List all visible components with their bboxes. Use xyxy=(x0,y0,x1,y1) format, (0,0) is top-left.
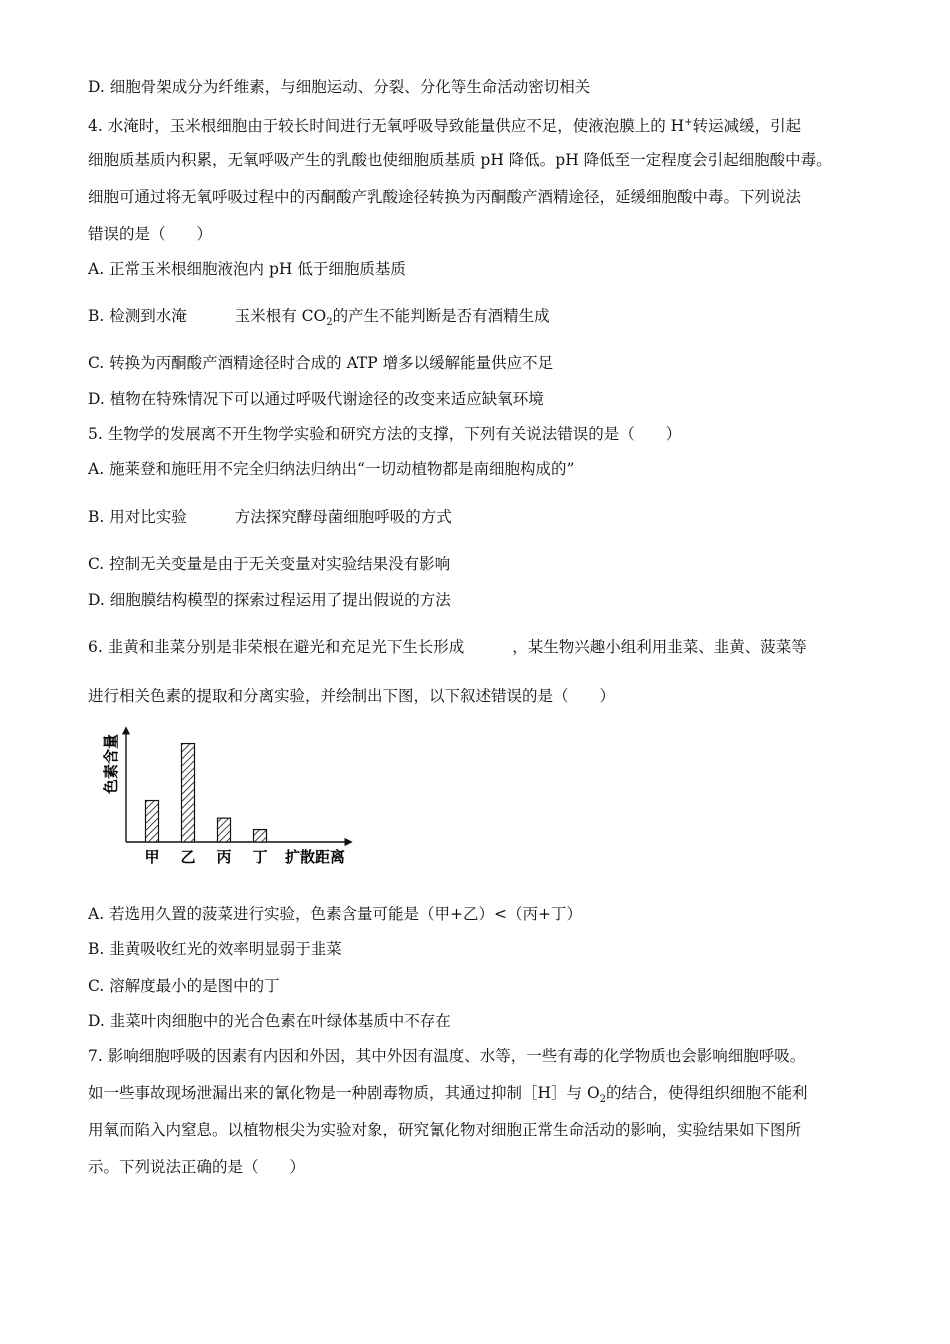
bar-1 xyxy=(146,801,159,842)
q4-option-c: C. 转换为丙酮酸产酒精途径时合成的 ATP 增多以缓解能量供应不足 xyxy=(88,354,554,372)
bar-2 xyxy=(182,744,195,842)
q6-line1-end: ，某生物兴趣小组利用韭菜、韭黄、菠菜等 xyxy=(512,638,807,656)
q4-stem-line1 xyxy=(88,113,801,136)
q4-option-b-mid: 玉米根有 CO xyxy=(234,307,327,325)
q5-option-b-start: B. 用对比实验 xyxy=(88,508,187,526)
q4-stem-line2: 细胞质基质内积累，无氧呼吸产生的乳酸也使细胞质基质 pH 降低。pH 降低至一定程度会引起细胞酸中毒。 xyxy=(88,151,832,169)
q4-stem-line3: 细胞可通过将无氧呼吸过程中的丙酮酸产乳酸途径转换为丙酮酸产酒精途径，延缓细胞酸中毒。下列说法 xyxy=(88,188,802,206)
q6-stem-line2: 进行相关色素的提取和分离实验，并绘制出下图，以下叙述错误的是（ ） xyxy=(88,687,616,705)
q7-stem-line3: 用氧而陷入内窒息。以植物根尖为实验对象，研究氰化物对细胞正常生命活动的影响，实验结果如下图所 xyxy=(88,1121,802,1139)
q7-stem-line1: 7. 影响细胞呼吸的因素有内因和外因，其中外因有温度、水等，一些有毒的化学物质也会影响细胞呼吸。 xyxy=(88,1047,806,1065)
q4-option-b-end: 的产生不能判断是否有酒精生成 xyxy=(332,307,550,325)
q4-option-b-start: B. 检测到水淹 xyxy=(88,307,187,325)
pigment-bar-chart xyxy=(96,724,366,870)
q6-option-a: A. 若选用久置的菠菜进行实验，色素含量可能是（甲+乙）<（丙+丁） xyxy=(88,905,583,923)
q4-option-d: D. 植物在特殊情况下可以通过呼吸代谢途径的改变来适应缺氧环境 xyxy=(88,390,544,408)
q5-option-c: C. 控制无关变量是由于无关变量对实验结果没有影响 xyxy=(88,555,451,573)
q7-stem-line4: 示。下列说法正确的是（ ） xyxy=(88,1158,306,1176)
bar-3 xyxy=(218,818,231,842)
q3-option-d: D. 细胞骨架成分为纤维素，与细胞运动、分裂、分化等生命活动密切相关 xyxy=(88,78,591,96)
q4-line1-text: 4. 水淹时，玉米根细胞由于较长时间进行无氧呼吸导致能量供应不足，使液泡膜上的 H xyxy=(88,117,685,136)
q6-option-c: C. 溶解度最小的是图中的丁 xyxy=(88,977,280,995)
q5-option-b xyxy=(88,507,452,527)
q5-option-b-end: 方法探究酵母菌细胞呼吸的方式 xyxy=(234,508,452,526)
bar-4 xyxy=(254,830,267,842)
q4-subscript: 2 xyxy=(326,317,333,329)
x-tick-label: 乙 xyxy=(180,848,196,866)
q5-stem: 5. 生物学的发展离不开生物学实验和研究方法的支撑，下列有关说法错误的是（ ） xyxy=(88,425,682,443)
q6-option-b: B. 韭黄吸收红光的效率明显弱于韭菜 xyxy=(88,940,342,958)
y-axis-label: 色素含量 xyxy=(102,733,120,795)
q6-option-d: D. 韭菜叶肉细胞中的光合色素在叶绿体基质中不存在 xyxy=(88,1012,451,1030)
x-tick-label: 丁 xyxy=(252,848,268,866)
q5-option-d: D. 细胞膜结构模型的探索过程运用了提出假说的方法 xyxy=(88,591,451,609)
q7-subscript: 2 xyxy=(599,1094,607,1106)
q6-line1-start: 6. 韭黄和韭菜分别是非荣根在避光和充足光下生长形成 xyxy=(88,638,465,656)
q4-option-b xyxy=(88,306,550,333)
x-axis-label: 扩散距离 xyxy=(285,848,346,866)
q4-stem-line4: 错误的是（ ） xyxy=(88,225,213,243)
x-tick-label: 甲 xyxy=(144,848,160,866)
q7-line2-end: 的结合，使得组织细胞不能利 xyxy=(606,1084,808,1102)
q4-option-a: A. 正常玉米根细胞液泡内 pH 低于细胞质基质 xyxy=(88,260,406,278)
q5-option-a: A. 施莱登和施旺用不完全归纳法归纳出“一切动植物都是南细胞构成的” xyxy=(88,460,575,478)
q6-stem-line1 xyxy=(88,637,807,657)
q7-line2-start: 如一些事故现场泄漏出来的氰化物是一种剧毒物质，其通过抑制［H］与 O xyxy=(88,1084,600,1102)
q4-line1-text-end: 转运减缓，引起 xyxy=(692,117,802,136)
q4-superscript: + xyxy=(684,117,693,128)
x-tick-label: 丙 xyxy=(216,848,232,866)
q7-stem-line2 xyxy=(88,1083,808,1110)
